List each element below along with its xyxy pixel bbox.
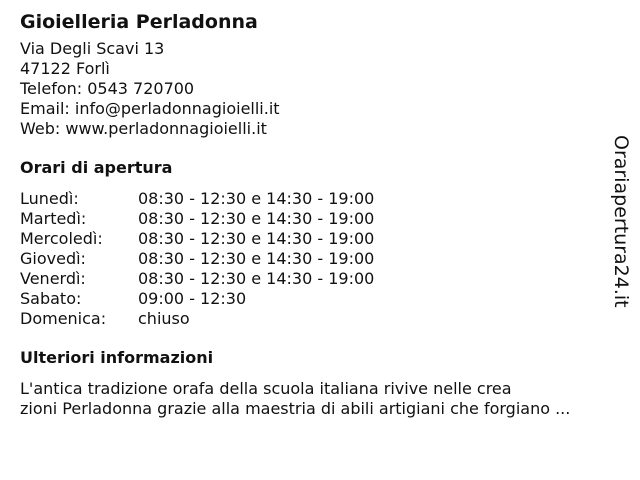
day-label: Mercoledì: [20,229,103,248]
hours-row-friday [20,269,610,289]
time-value: 08:30 - 12:30 e 14:30 - 19:00 [138,229,375,248]
website-address: Web: www.perladonnagioielli.it [20,119,267,138]
time-value: 08:30 - 12:30 e 14:30 - 19:00 [138,209,375,228]
day-label: Lunedì: [20,189,79,208]
day-label: Venerdì: [20,269,86,288]
time-value: 09:00 - 12:30 [138,289,247,308]
address-city: 47122 Forlì [20,59,110,78]
day-label: Sabato: [20,289,82,308]
business-name: Gioielleria Perladonna [20,11,258,33]
time-value: chiuso [138,309,190,328]
hours-row-thursday [20,249,610,269]
info-line: zioni Perladonna grazie alla maestria di abili artigiani che forgiano ... [20,399,571,418]
hours-row-monday [20,189,610,209]
phone-number: Telefon: 0543 720700 [20,79,195,98]
info-line: L'antica tradizione orafa della scuola italiana rivive nelle crea [20,379,512,398]
email-address: Email: info@perladonnagioielli.it [20,99,280,118]
hours-row-wednesday [20,229,610,249]
time-value: 08:30 - 12:30 e 14:30 - 19:00 [138,189,375,208]
day-label: Domenica: [20,309,107,328]
additional-info-text [20,379,610,419]
day-label: Martedì: [20,209,87,228]
store-card [20,8,610,419]
contact-block [20,39,610,139]
time-value: 08:30 - 12:30 e 14:30 - 19:00 [138,249,375,268]
hours-row-saturday [20,289,610,309]
site-watermark: Orariapertura24.it [610,135,632,308]
additional-info-heading: Ulteriori informazioni [20,348,214,367]
opening-hours-table [20,189,610,329]
opening-hours-heading: Orari di apertura [20,158,173,177]
time-value: 08:30 - 12:30 e 14:30 - 19:00 [138,269,375,288]
address-street: Via Degli Scavi 13 [20,39,165,58]
hours-row-tuesday [20,209,610,229]
hours-row-sunday [20,309,610,329]
day-label: Giovedì: [20,249,86,268]
